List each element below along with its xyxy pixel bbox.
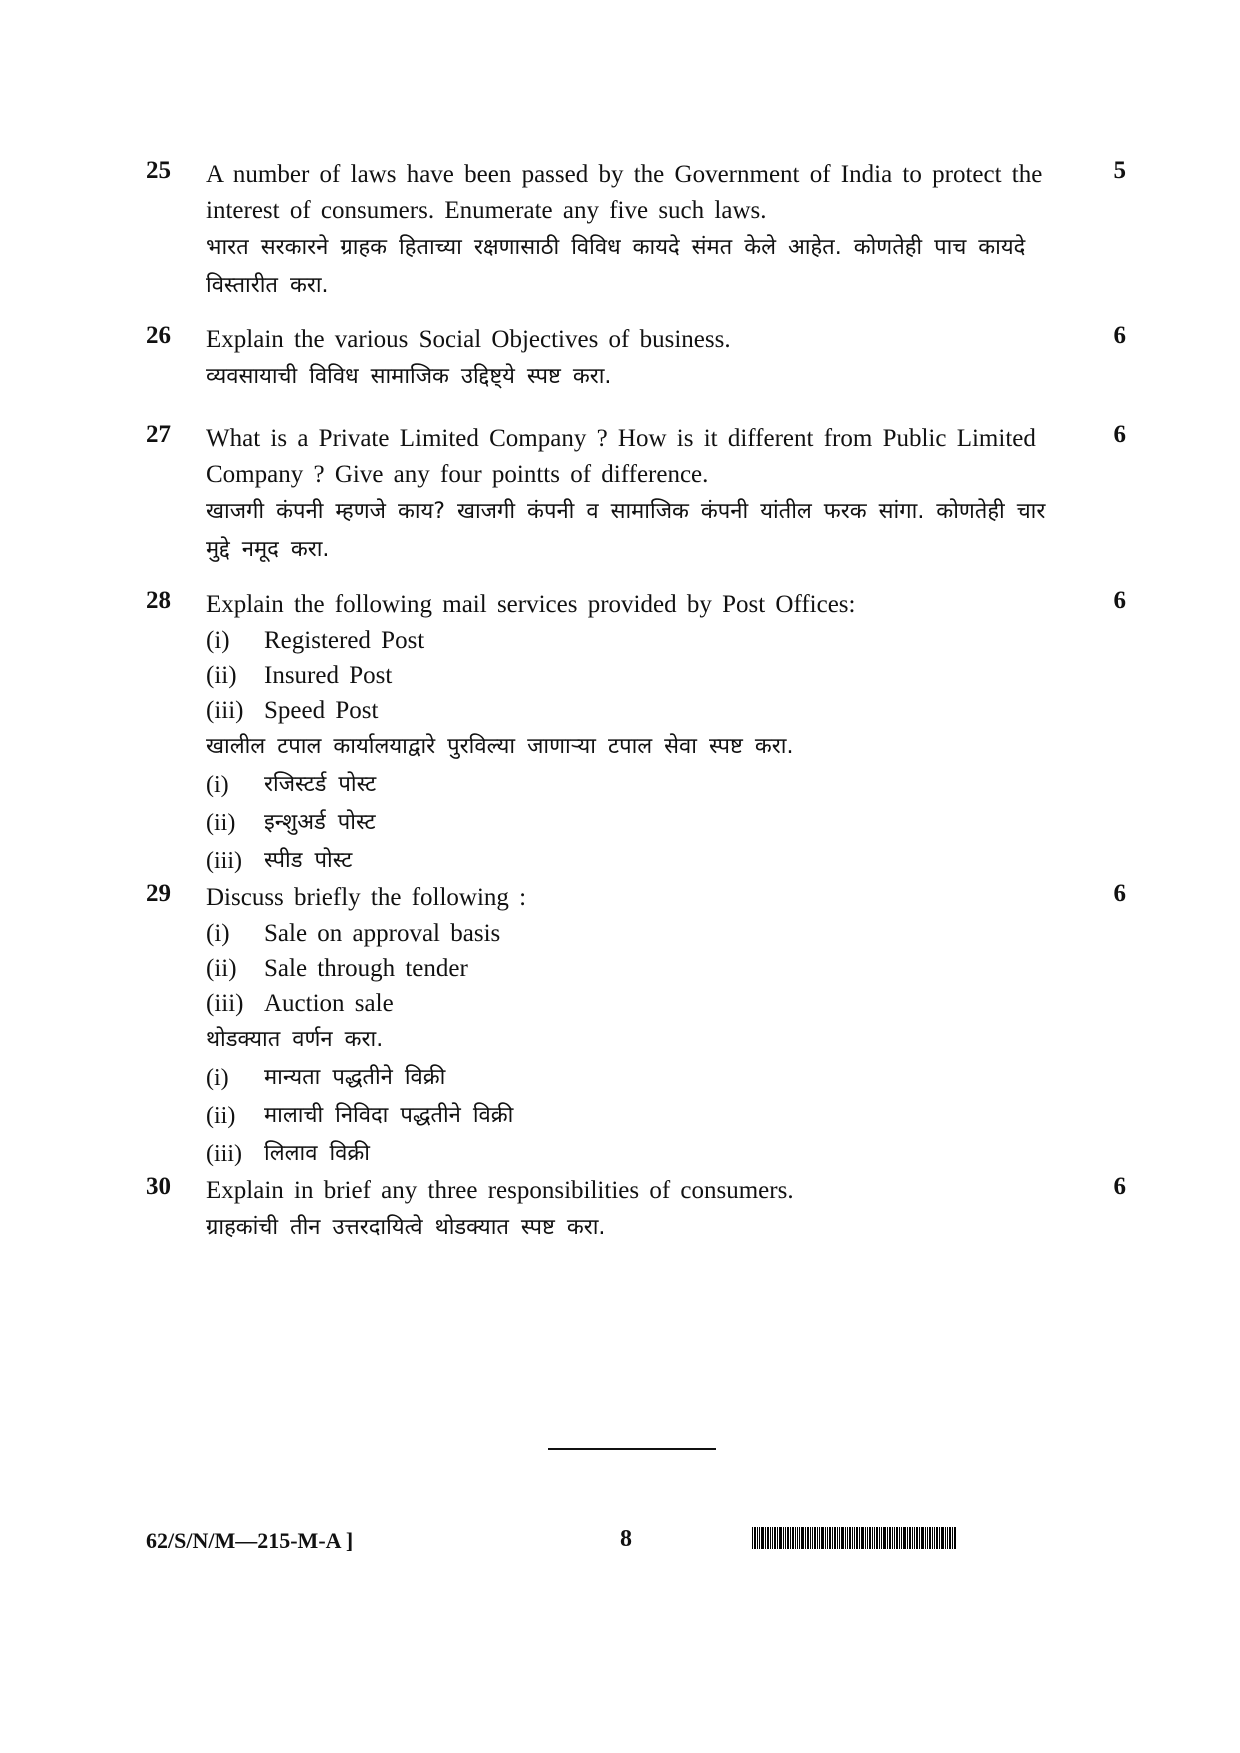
item-label: (iii) <box>206 990 244 1017</box>
item-label: (i) <box>206 920 230 947</box>
list-item <box>206 766 1066 804</box>
barcode-bar <box>889 1527 891 1549</box>
barcode-bar <box>945 1527 946 1549</box>
barcode-bar <box>790 1527 791 1549</box>
barcode-bar <box>912 1527 913 1549</box>
barcode-bar <box>872 1527 873 1549</box>
barcode-bar <box>812 1527 813 1549</box>
list-item <box>206 842 1066 880</box>
barcode-bar <box>881 1527 882 1549</box>
item-text: Sale on approval basis <box>264 920 501 947</box>
barcode-bar <box>767 1527 769 1549</box>
barcode-bar <box>757 1527 758 1549</box>
barcode-bar <box>901 1527 902 1549</box>
question-marks: 5 <box>1113 157 1126 184</box>
list-item <box>206 1059 1066 1097</box>
barcode-bar <box>805 1527 806 1549</box>
question-text-english: A number of laws have been passed by the Government of India to protect the interest of consumers. Enumerate any five such laws. <box>206 161 1043 224</box>
barcode-bar <box>817 1527 818 1549</box>
barcode-bar <box>921 1527 924 1549</box>
barcode-bar <box>892 1527 893 1549</box>
barcode-bar <box>827 1527 828 1549</box>
item-label: (ii) <box>206 810 236 836</box>
barcode-bar <box>916 1527 918 1549</box>
barcode-bar <box>941 1527 944 1549</box>
item-text: Sale through tender <box>264 955 468 982</box>
barcode-bar <box>867 1527 868 1549</box>
item-text: मालाची निविदा पद्धतीने विक्री <box>264 1103 514 1128</box>
paper-code: 62/S/N/M—215-M-A ] <box>146 1528 354 1553</box>
question-marks: 6 <box>1113 587 1126 614</box>
question-marks: 6 <box>1113 880 1126 907</box>
question-text-marathi: थोडक्यात वर्णन करा. <box>206 1027 384 1052</box>
question-text-english: Explain in brief any three responsibilities of consumers. <box>206 1177 794 1204</box>
item-label: (i) <box>206 772 229 798</box>
item-text: Registered Post <box>264 627 425 654</box>
barcode-bar <box>865 1527 866 1549</box>
barcode-bar <box>876 1527 878 1549</box>
question-text-marathi: व्यवसायाची विविध सामाजिक उद्दिष्ट्ये स्पष्ट करा. <box>206 364 612 389</box>
question-text-marathi: खाजगी कंपनी म्हणजे काय? खाजगी कंपनी व सामाजिक कंपनी यांतील फरक सांगा. कोणतेही चार मुद्दे नमूद करा. <box>206 499 1046 562</box>
question-marks: 6 <box>1113 421 1126 448</box>
question-marks: 6 <box>1113 1173 1126 1200</box>
barcode-bar <box>779 1527 782 1549</box>
barcode-bar <box>832 1527 833 1549</box>
barcode-bar <box>795 1527 796 1549</box>
item-text: Insured Post <box>264 662 393 689</box>
barcode-bar <box>841 1527 844 1549</box>
barcode-bar <box>754 1527 756 1549</box>
list-item <box>206 1097 1066 1135</box>
barcode-bar <box>759 1527 760 1549</box>
barcode-bar <box>879 1527 880 1549</box>
item-text: स्पीड पोस्ट <box>264 848 353 873</box>
list-item <box>206 804 1066 842</box>
list-item <box>206 693 1066 728</box>
barcode-bar <box>859 1527 860 1549</box>
barcode-bar <box>801 1527 804 1549</box>
barcode-bar <box>952 1527 953 1549</box>
barcode-bar <box>752 1527 753 1549</box>
question-30 <box>146 1173 1126 1247</box>
list-item <box>206 951 1066 986</box>
barcode-bar <box>927 1527 928 1549</box>
question-number: 28 <box>146 587 171 614</box>
item-label: (ii) <box>206 955 237 982</box>
barcode-bar <box>899 1527 900 1549</box>
barcode-bar <box>954 1527 956 1549</box>
question-number: 26 <box>146 322 171 349</box>
barcode-bar <box>883 1527 886 1549</box>
barcode-bar <box>770 1527 771 1549</box>
barcode-bar <box>825 1527 826 1549</box>
barcode-bar <box>837 1527 838 1549</box>
item-text: मान्यता पद्धतीने विक्री <box>264 1065 446 1090</box>
question-text-marathi: भारत सरकारने ग्राहक हिताच्या रक्षणासाठी विविध कायदे संमत केले आहेत. कोणतेही पाच कायदे विस्तारीत करा. <box>206 235 1026 298</box>
end-divider <box>548 1448 716 1450</box>
item-label: (iii) <box>206 848 242 874</box>
question-27 <box>146 421 1126 569</box>
barcode-bar <box>783 1527 784 1549</box>
barcode <box>752 1527 988 1549</box>
question-marks: 6 <box>1113 322 1126 349</box>
barcode-bar <box>932 1527 933 1549</box>
barcode-bar <box>939 1527 940 1549</box>
question-number: 30 <box>146 1173 171 1200</box>
barcode-bar <box>934 1527 935 1549</box>
barcode-bar <box>787 1527 789 1549</box>
barcode-bar <box>947 1527 948 1549</box>
barcode-bar <box>903 1527 906 1549</box>
list-item <box>206 1135 1066 1173</box>
barcode-bar <box>936 1527 938 1549</box>
question-number: 27 <box>146 421 171 448</box>
item-text: Auction sale <box>264 990 394 1017</box>
barcode-bar <box>765 1527 766 1549</box>
barcode-bar <box>829 1527 831 1549</box>
question-text-english: Explain the following mail services provided by Post Offices: <box>206 591 856 618</box>
question-text-english: Discuss briefly the following : <box>206 884 527 911</box>
barcode-bar <box>845 1527 846 1549</box>
barcode-bar <box>814 1527 816 1549</box>
item-text: इन्शुअर्ड पोस्ट <box>264 810 376 835</box>
question-text-english: What is a Private Limited Company ? How is it different from Public Limited Company ? Give any four pointts of difference. <box>206 425 1036 488</box>
question-number: 25 <box>146 157 171 184</box>
barcode-bar <box>925 1527 926 1549</box>
barcode-bar <box>874 1527 875 1549</box>
item-label: (ii) <box>206 1103 236 1129</box>
list-item <box>206 658 1066 693</box>
barcode-bar <box>919 1527 920 1549</box>
barcode-bar <box>896 1527 898 1549</box>
question-text-english: Explain the various Social Objectives of business. <box>206 326 731 353</box>
barcode-bar <box>847 1527 848 1549</box>
barcode-bar <box>849 1527 851 1549</box>
barcode-bar <box>785 1527 786 1549</box>
barcode-bar <box>792 1527 794 1549</box>
barcode-bar <box>909 1527 911 1549</box>
item-label: (i) <box>206 1065 229 1091</box>
barcode-bar <box>852 1527 853 1549</box>
barcode-bar <box>761 1527 764 1549</box>
barcode-bar <box>799 1527 800 1549</box>
list-item <box>206 986 1066 1021</box>
item-text: Speed Post <box>264 697 379 724</box>
item-label: (iii) <box>206 1141 242 1167</box>
barcode-bar <box>821 1527 824 1549</box>
question-29 <box>146 880 1126 1173</box>
item-label: (ii) <box>206 662 237 689</box>
barcode-bar <box>929 1527 931 1549</box>
barcode-bar <box>949 1527 951 1549</box>
barcode-bar <box>914 1527 915 1549</box>
barcode-bar <box>854 1527 855 1549</box>
question-text-marathi: ग्राहकांची तीन उत्तरदायित्वे थोडक्यात स्पष्ट करा. <box>206 1215 606 1240</box>
barcode-bar <box>777 1527 778 1549</box>
item-text: रजिस्टर्ड पोस्ट <box>264 772 377 797</box>
list-item <box>206 916 1066 951</box>
barcode-bar <box>869 1527 871 1549</box>
barcode-bar <box>834 1527 836 1549</box>
question-28 <box>146 587 1126 880</box>
item-text: लिलाव विक्री <box>264 1141 370 1166</box>
page-number: 8 <box>620 1526 632 1552</box>
barcode-bar <box>894 1527 895 1549</box>
barcode-bar <box>839 1527 840 1549</box>
item-label: (i) <box>206 627 230 654</box>
barcode-bar <box>856 1527 858 1549</box>
question-number: 29 <box>146 880 171 907</box>
question-text-marathi: खालील टपाल कार्यालयाद्वारे पुरविल्या जाणाऱ्या टपाल सेवा स्पष्ट करा. <box>206 734 794 759</box>
barcode-bar <box>887 1527 888 1549</box>
barcode-bar <box>810 1527 811 1549</box>
item-label: (iii) <box>206 697 244 724</box>
barcode-bar <box>772 1527 773 1549</box>
barcode-bar <box>774 1527 776 1549</box>
barcode-bar <box>797 1527 798 1549</box>
list-item <box>206 623 1066 658</box>
barcode-bar <box>819 1527 820 1549</box>
barcode-bar <box>861 1527 864 1549</box>
barcode-bar <box>907 1527 908 1549</box>
question-26 <box>146 322 1126 396</box>
barcode-bar <box>807 1527 809 1549</box>
question-25 <box>146 157 1126 305</box>
